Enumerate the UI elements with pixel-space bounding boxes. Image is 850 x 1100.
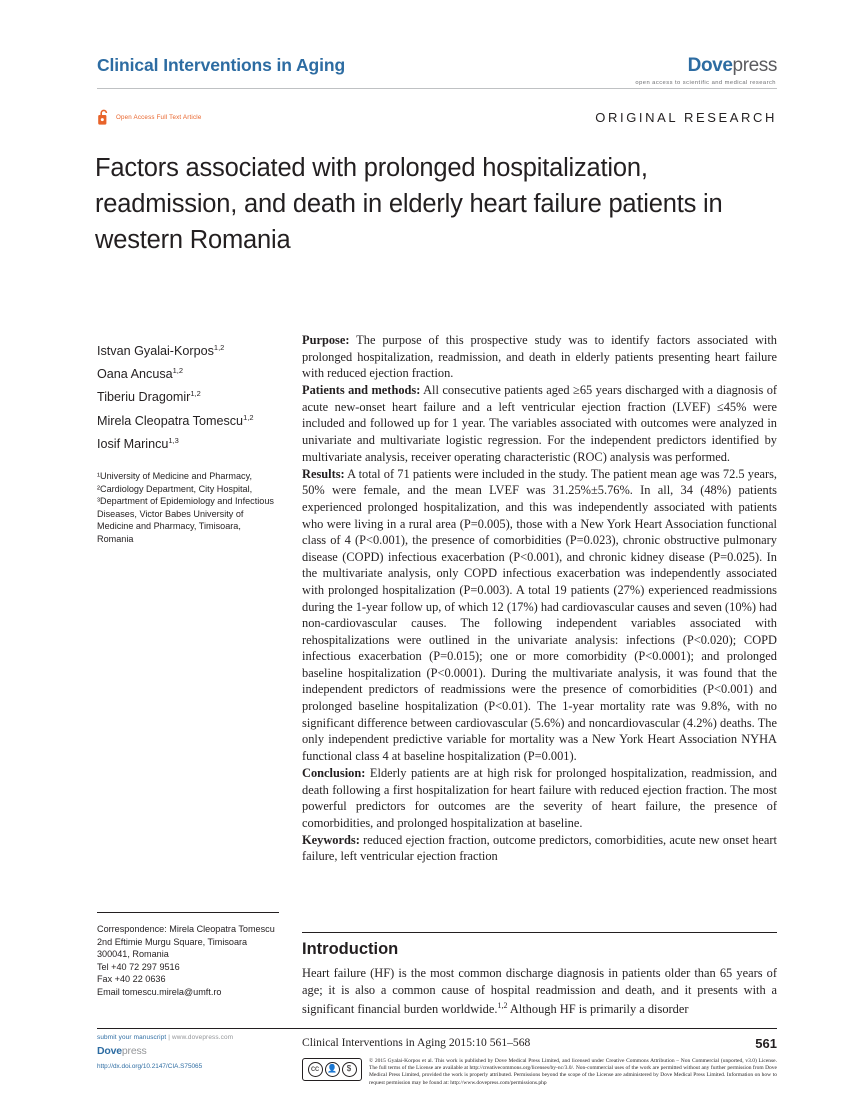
cc-by-icon: 👤 [325, 1062, 340, 1077]
footer-left-block [97, 1034, 282, 1070]
cc-circle-icon: cc [308, 1062, 323, 1077]
footer-main-block [302, 1036, 777, 1087]
submit-manuscript-url: | www.dovepress.com [168, 1034, 234, 1041]
abstract-purpose-text: The purpose of this prospective study was to identify factors associated with prolonged hospitalization, readmission, and death in elderly patients presenting heart failure with reduced ejection fraction. [302, 333, 777, 381]
journal-title: Clinical Interventions in Aging [97, 55, 346, 75]
introduction-tail: Although HF is primarily a disorder [507, 1002, 689, 1017]
abstract-conclusion [302, 765, 777, 831]
affiliations: ¹University of Medicine and Pharmacy, ²Cardiology Department, City Hospital, ³Department of Epidemiology and Infectious Diseases, Victor Babes University of Medicine and Pharmacy, Timisoara, Romania [97, 470, 274, 544]
header-divider [97, 88, 777, 89]
publisher-tagline: open access to scientific and medical research [635, 80, 776, 86]
introduction-divider [302, 932, 777, 933]
author-item: Mirela Cleopatra Tomescu$^{1,2}$ [97, 412, 254, 428]
introduction-text: Heart failure (HF) is the most common discharge diagnosis in patients older than 65 years of age; it is also a common cause of hospital readmission and death, and it presents with a significant financial burden worldwide. [302, 966, 777, 1017]
author-list [97, 338, 279, 454]
correspondence-divider [97, 912, 279, 913]
abstract-keywords-label: Keywords: [302, 832, 360, 847]
abstract [302, 332, 777, 866]
license-text: © 2015 Gyalai-Korpos et al. This work is published by Dove Medical Press Limited, and licensed under Creative Commons Attribution – Non Commercial (unported, v3.0) License. The full terms of the License are available at http://creativecommons.org/licenses/by-nc/3.0/. Non-commercial uses of the work are permitted without any further permission from Dove Medical Press Limited, provided the work is properly attributed. Permissions beyond the scope of the License are administered by Dove Medical Press Limited. Information on how to request permission may be found at: http://www.dovepress.com/permissions.php [369, 1058, 777, 1086]
abstract-keywords [302, 832, 777, 865]
dove-word: Dove [687, 55, 733, 76]
correspondence-line: Fax +40 22 0636 [97, 974, 166, 985]
abstract-methods-label: Patients and methods: [302, 383, 421, 398]
introduction-heading: Introduction [302, 940, 399, 958]
introduction-body [302, 965, 777, 1018]
abstract-results [302, 466, 777, 765]
abstract-conclusion-text: Elderly patients are at high risk for prolonged hospitalization, readmission, and death following a first hospitalization for heart failure with reduced ejection fraction. The most powerful predictors for outcomes are the severity of heart failure, the presence of comorbidities, and prolonged hospitalization at baseline. [302, 765, 777, 830]
abstract-methods [302, 382, 777, 465]
abstract-conclusion-label: Conclusion: [302, 765, 366, 780]
abstract-results-text: A total of 71 patients were included in the study. The patient mean age was 72.5 years, 50% were female, and the mean LVEF was 31.25%±5.76%. In all, 34 (48%) patients experienced prolonged hospitalization, and this was independently associated with patients who were living in a rural area (P=0.005), those with a New York Heart Association functional class of 4 (P<0.001), the presence of comorbidities (P=0.023), chronic obstructive pulmonary disease (COPD) infectious exacerbation (P<0.001), and chronic kidney disease (P=0.025). In the multivariate analysis, only COPD infectious exacerbation was independently associated with prolonged hospitalization (P=0.003). A total 19 patients (27%) experienced readmissions during the 1-year follow up, of which 12 (17%) had cardiovascular causes and seven (10%) had non-cardiovascular causes. The following independent variables associated with rehospitalizations were outlined in the univariate analysis: infections (P<0.020); COPD infectious exacerbation (P=0.015); one or more comorbidity (P<0.0001); and prolonged baseline hospitalization (P<0.0001). During the multivariate analysis, it was found that the independent predictors of readmissions were the presence of comorbidities (P<0.001) and prolonged baseline hospitalization (P<0.01). The 1-year mortality rate was 9.8%, with no significant difference between cardiovascular (5.6%) and noncardiovascular (4.2%) deaths. The only independent predictive variable for mortality was a New York Heart Association NYHA functional class 4 at baseline hospitalization (P=0.001). [302, 466, 777, 763]
correspondence-line: Correspondence: Mirela Cleopatra Tomescu [97, 924, 275, 934]
correspondence-email[interactable]: Email tomescu.mirela@umft.ro [97, 986, 222, 997]
page-title: Factors associated with prolonged hospitalization, readmission, and death in elderly heart failure patients in western Romania [95, 154, 723, 255]
footer-dovepress-logo [97, 1045, 282, 1057]
footer-citation: Clinical Interventions in Aging 2015:10 561–568 [302, 1036, 531, 1049]
correspondence-line: Tel +40 72 297 9516 [97, 961, 180, 972]
author-item: Iosif Marincu$^{1,3}$ [97, 435, 179, 451]
correspondence-block [97, 923, 292, 999]
section-label: ORIGINAL RESEARCH [595, 109, 777, 125]
correspondence-line: 2nd Eftimie Murgu Square, Timisoara [97, 936, 248, 947]
abstract-purpose [302, 332, 777, 382]
open-access-label: Open Access Full Text Article [116, 113, 202, 121]
abstract-keywords-text: reduced ejection fraction, outcome predictors, comorbidities, acute new onset heart failure, left ventricular ejection fraction [302, 832, 777, 864]
access-and-section-row [97, 108, 777, 126]
author-item: Tiberiu Dragomir$^{1,2}$ [97, 389, 201, 405]
abstract-methods-text: All consecutive patients aged ≥65 years discharged with a diagnosis of acute new-onset heart failure and a left ventricular ejection fraction (LVEF) ≤45% were included and followed up for 1 year. The variables associated with outcomes were analyzed in univariate and multivariate logistic regression. For the independent predictors identified by multivariate analysis, receiver operating characteristic (ROC) analysis was performed. [302, 383, 778, 464]
open-access-block[interactable] [97, 108, 201, 126]
footer-divider [97, 1028, 777, 1029]
footer-dove-word: Dove [97, 1045, 122, 1057]
publisher-logo-block [635, 55, 777, 86]
page-number: 561 [755, 1036, 777, 1051]
correspondence-line: 300041, Romania [97, 949, 169, 960]
creative-commons-icon[interactable] [302, 1058, 362, 1081]
introduction-refs[interactable]: 1,2 [497, 1001, 508, 1011]
abstract-purpose-label: Purpose: [302, 333, 350, 347]
submit-manuscript-label: submit your manuscript [97, 1034, 167, 1041]
author-item: Oana Ancusa$^{1,2}$ [97, 366, 184, 382]
authors-column [97, 338, 279, 546]
footer-citation-row [302, 1036, 777, 1051]
doi-link[interactable]: http://dx.doi.org/10.2147/CIA.S75065 [97, 1063, 203, 1070]
author-item: Istvan Gyalai-Korpos$^{1,2}$ [97, 343, 225, 359]
submit-manuscript-link[interactable] [97, 1034, 282, 1041]
abstract-results-label: Results: [302, 466, 345, 481]
open-access-lock-icon [97, 108, 111, 126]
footer-press-word: press [121, 1045, 147, 1057]
dovepress-logo [635, 55, 777, 77]
journal-header [97, 55, 777, 86]
cc-nc-icon: $ [342, 1062, 357, 1077]
press-word: press [732, 55, 777, 76]
footer-legal-row [302, 1058, 777, 1087]
